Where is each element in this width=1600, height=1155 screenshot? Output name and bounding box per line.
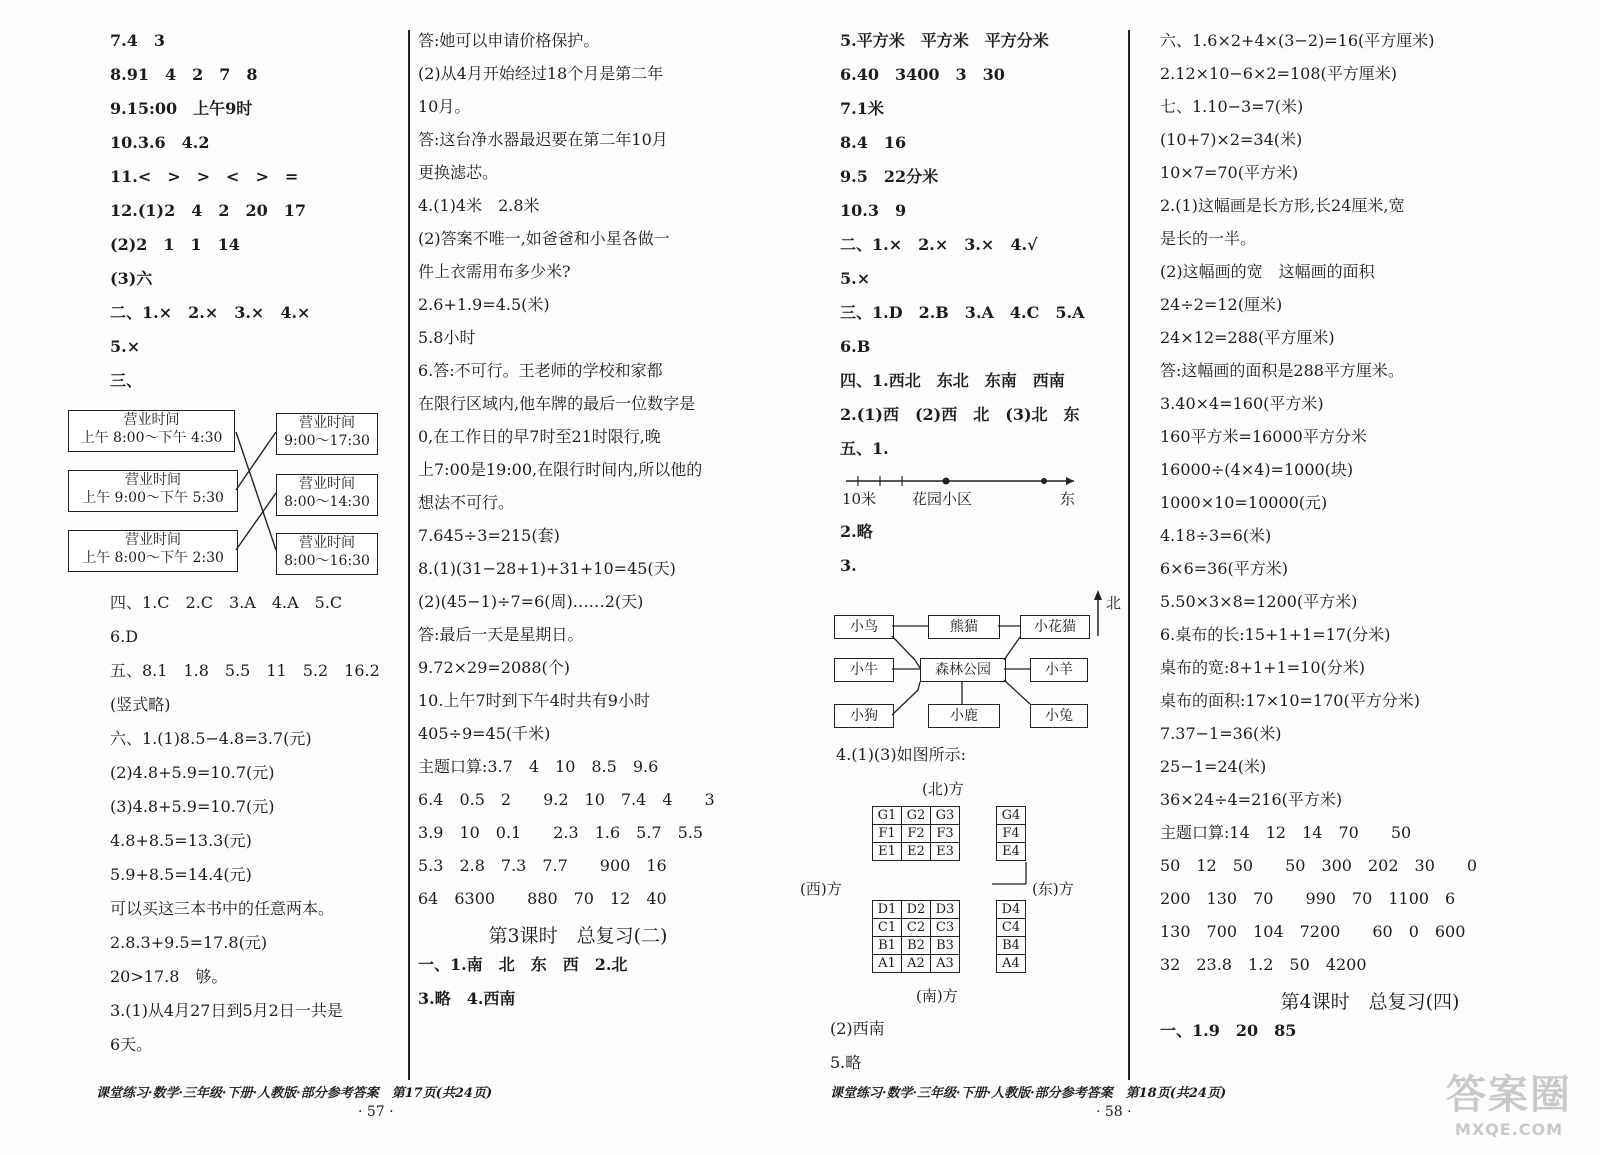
hours-time: 上午 9:00～下午 5:30 bbox=[82, 490, 224, 506]
grid-cell: C1 bbox=[873, 919, 902, 937]
answer-line: 答:这幅画的面积是288平方厘米。 bbox=[1160, 361, 1404, 380]
answer-line: 24÷2=12(厘米) bbox=[1160, 295, 1283, 314]
grid-cell: D1 bbox=[873, 901, 902, 919]
answer-line: (2)4.8+5.9=10.7(元) bbox=[110, 763, 275, 782]
answer-line: 上7:00是19:00,在限行时间内,所以他的 bbox=[418, 460, 703, 479]
grid-cell: E3 bbox=[931, 843, 960, 861]
map-node-calf: 小牛 bbox=[834, 658, 894, 682]
answer-line: 4.8+8.5=13.3(元) bbox=[110, 831, 252, 850]
answer-line: 3. bbox=[840, 556, 857, 575]
footer-left: 课堂练习·数学·三年级·下册·人教版·部分参考答案 第17页(共24页) bbox=[96, 1086, 493, 1101]
hours-title: 营业时间 bbox=[125, 532, 181, 548]
answer-line: 5.8小时 bbox=[418, 328, 476, 347]
column-2-after-answers bbox=[418, 948, 738, 1016]
hours-right-2 bbox=[276, 474, 378, 516]
answer-line: 8.(1)(31−28+1)+31+10=45(天) bbox=[418, 559, 676, 578]
grid-cell: E4 bbox=[997, 843, 1026, 861]
answer-line: 是长的一半。 bbox=[1160, 229, 1257, 248]
answer-line: (2)这幅画的宽 这幅画的面积 bbox=[1160, 262, 1375, 281]
column-1-bottom-answers bbox=[110, 586, 410, 1062]
answer-line: (2)(45−1)÷7=6(周)……2(天) bbox=[418, 592, 644, 611]
answer-line: 六、1.(1)8.5−4.8=3.7(元) bbox=[110, 729, 312, 748]
grid-cell: A3 bbox=[931, 955, 960, 973]
grid-bottom-side-block bbox=[996, 900, 1026, 973]
map-node-bird: 小鸟 bbox=[834, 615, 894, 639]
answer-line: 9.5 22分米 bbox=[840, 167, 939, 186]
answer-line: 9.72×29=2088(个) bbox=[418, 658, 571, 677]
hours-time: 上午 8:00～下午 4:30 bbox=[80, 430, 223, 446]
answer-line: 11.< > > < > = bbox=[110, 167, 299, 186]
grid-cell: G4 bbox=[997, 807, 1026, 825]
answer-line: 3.9 10 0.1 2.3 1.6 5.7 5.5 bbox=[418, 823, 704, 842]
hours-title: 营业时间 bbox=[125, 472, 181, 488]
answer-line: 二、1.× 2.× 3.× 4.√ bbox=[840, 235, 1038, 254]
hours-left-3 bbox=[68, 530, 238, 572]
answer-line: 答:这台净水器最迟要在第二年10月 bbox=[418, 130, 668, 149]
answer-line: 10.3.6 4.2 bbox=[110, 133, 210, 152]
answer-line: 5.50×3×8=1200(平方米) bbox=[1160, 592, 1358, 611]
grid-cell: A2 bbox=[902, 955, 931, 973]
answer-line: (2)西南 bbox=[830, 1019, 885, 1038]
answer-line: 四、1.西北 东北 东南 西南 bbox=[840, 371, 1065, 390]
answer-line: 50 12 50 50 300 202 30 0 bbox=[1160, 856, 1478, 875]
answer-line: 12.(1)2 4 2 20 17 bbox=[110, 201, 307, 220]
answer-line: 10.上午7时到下午4时共有9小时 bbox=[418, 691, 650, 710]
map-path bbox=[1004, 680, 1030, 704]
grid-cell: A4 bbox=[997, 955, 1026, 973]
answer-line: 在限行区域内,他车牌的最后一位数字是 bbox=[418, 394, 696, 413]
map-path bbox=[1004, 637, 1020, 660]
answer-line: 四、1.C 2.C 3.A 4.A 5.C bbox=[110, 593, 343, 612]
answer-line: 4.18÷3=6(米) bbox=[1160, 526, 1272, 545]
answer-line: 桌布的宽:8+1+1=10(分米) bbox=[1160, 658, 1365, 677]
answer-line: 件上衣需用布多少米? bbox=[418, 262, 571, 281]
answer-line: 20>17.8 够。 bbox=[110, 967, 228, 986]
answer-line: (2)答案不唯一,如爸爸和小星各做一 bbox=[418, 229, 670, 248]
map-node-kitten: 小花猫 bbox=[1020, 615, 1090, 639]
grid-cell: C4 bbox=[997, 919, 1026, 937]
answer-line: (2)从4月开始经过18个月是第二年 bbox=[418, 64, 664, 83]
answer-line: 10.3 9 bbox=[840, 201, 907, 220]
answer-line: 三、1.D 2.B 3.A 4.C 5.A bbox=[840, 303, 1085, 322]
answer-line: 8.4 16 bbox=[840, 133, 907, 152]
column-3-mid-answers bbox=[840, 515, 1120, 583]
grid-cell: D3 bbox=[931, 901, 960, 919]
answer-line: 4.(1)(3)如图所示: bbox=[836, 745, 966, 764]
grid-cell: B4 bbox=[997, 937, 1026, 955]
map-node-forest-park: 森林公园 bbox=[920, 658, 1006, 682]
match-line bbox=[236, 432, 276, 550]
answer-line: 5.9+8.5=14.4(元) bbox=[110, 865, 252, 884]
answer-line: 5.× bbox=[110, 337, 141, 356]
answer-line: 2.8.3+9.5=17.8(元) bbox=[110, 933, 268, 952]
scale-point-east bbox=[1041, 478, 1047, 484]
section-heading-lesson-4: 第4课时 总复习(四) bbox=[1280, 991, 1460, 1013]
answer-line: 六、1.6×2+4×(3−2)=16(平方厘米) bbox=[1160, 31, 1435, 50]
answer-line: 1000×10=10000(元) bbox=[1160, 493, 1328, 512]
column-4-after-answers bbox=[1160, 1014, 1580, 1048]
answer-line: 9.15:00 上午9时 bbox=[110, 99, 253, 118]
grid-south-label: (南)方 bbox=[916, 987, 958, 1005]
answer-line: 二、1.× 2.× 3.× 4.× bbox=[110, 303, 311, 322]
answer-line: 200 130 70 990 70 1100 6 bbox=[1160, 889, 1456, 908]
answer-line: 6天。 bbox=[110, 1035, 153, 1054]
map-node-fawn: 小鹿 bbox=[928, 704, 1000, 728]
map-path bbox=[892, 636, 920, 668]
answer-line: 三、 bbox=[110, 371, 143, 390]
hours-right-1 bbox=[276, 413, 378, 455]
grid-cell: B1 bbox=[873, 937, 902, 955]
grid-cell: B3 bbox=[931, 937, 960, 955]
answer-line: 405÷9=45(千米) bbox=[418, 724, 551, 743]
grid-cell: D4 bbox=[997, 901, 1026, 919]
column-4 bbox=[1160, 24, 1580, 1048]
map-path bbox=[892, 682, 920, 715]
answer-line: 更换滤芯。 bbox=[418, 163, 499, 182]
column-3-mid bbox=[840, 515, 1120, 583]
match-line bbox=[236, 493, 276, 550]
scale-point-garden bbox=[943, 478, 950, 485]
grid-top-side-block bbox=[996, 806, 1026, 861]
answer-line: 主题口算:3.7 4 10 8.5 9.6 bbox=[418, 757, 659, 776]
answer-line: (竖式略) bbox=[110, 695, 171, 714]
map-node-lamb: 小羊 bbox=[1030, 658, 1088, 682]
grid-cell: G1 bbox=[873, 807, 902, 825]
grid-cell: G3 bbox=[931, 807, 960, 825]
grid-cell: F2 bbox=[902, 825, 931, 843]
grid-bottom-block bbox=[872, 900, 960, 973]
answer-line: 10×7=70(平方米) bbox=[1160, 163, 1299, 182]
answer-line: 6.桌布的长:15+1+1=17(分米) bbox=[1160, 625, 1391, 644]
map-node-rabbit: 小兔 bbox=[1030, 704, 1088, 728]
answer-line: 7.645÷3=215(套) bbox=[418, 526, 560, 545]
answer-line: 七、1.10−3=7(米) bbox=[1160, 97, 1304, 116]
answer-line: 5.平方米 平方米 平方分米 bbox=[840, 31, 1049, 50]
answer-line: 主题口算:14 12 14 70 50 bbox=[1160, 823, 1412, 842]
column-3-q4 bbox=[836, 738, 966, 772]
grid-cell: F3 bbox=[931, 825, 960, 843]
grid-cell: D2 bbox=[902, 901, 931, 919]
answer-line: 24×12=288(平方厘米) bbox=[1160, 328, 1335, 347]
scale-label-10m: 10米 bbox=[842, 490, 877, 508]
answer-line: 5.3 2.8 7.3 7.7 900 16 bbox=[418, 856, 667, 875]
grid-cell: B2 bbox=[902, 937, 931, 955]
grid-west-label: (西)方 bbox=[800, 880, 842, 898]
answer-line: 10月。 bbox=[418, 97, 471, 116]
answer-line: 3.略 4.西南 bbox=[418, 989, 516, 1008]
column-3-end bbox=[830, 1012, 885, 1080]
grid-east-label: (东)方 bbox=[1032, 880, 1074, 898]
answer-line: (2)2 1 1 14 bbox=[110, 235, 240, 254]
column-3-answers bbox=[840, 24, 1120, 466]
column-4-answers bbox=[1160, 24, 1580, 981]
answer-line: 一、1.9 20 85 bbox=[1160, 1021, 1297, 1040]
answer-line: 答:最后一天是星期日。 bbox=[418, 625, 584, 644]
hours-title: 营业时间 bbox=[299, 415, 355, 431]
hours-left-2 bbox=[68, 470, 238, 512]
grid-cell: G2 bbox=[902, 807, 931, 825]
answer-line: 2.6+1.9=4.5(米) bbox=[418, 295, 550, 314]
answer-line: 7.4 3 bbox=[110, 31, 165, 50]
answer-line: 可以买这三本书中的任意两本。 bbox=[110, 899, 335, 918]
answer-line: 一、1.南 北 东 西 2.北 bbox=[418, 955, 628, 974]
grid-cell: C3 bbox=[931, 919, 960, 937]
column-3 bbox=[840, 24, 1120, 466]
answer-line: 桌布的面积:17×10=170(平方分米) bbox=[1160, 691, 1420, 710]
hours-title: 营业时间 bbox=[299, 476, 355, 492]
hours-time: 上午 8:00～下午 2:30 bbox=[82, 550, 224, 566]
page-number-right: · 58 · bbox=[1096, 1104, 1132, 1120]
answer-line: 6.D bbox=[110, 627, 139, 646]
answer-line: 7.1米 bbox=[840, 99, 884, 118]
column-3-end-answers bbox=[830, 1012, 885, 1080]
answer-line: 6.40 3400 3 30 bbox=[840, 65, 1005, 84]
column-1-bottom bbox=[110, 586, 410, 1062]
map-north-arrowhead bbox=[1094, 590, 1102, 600]
grid-cell: E1 bbox=[873, 843, 902, 861]
scale-label-east: 东 bbox=[1060, 490, 1076, 508]
watermark-logo-text: 答案圈 bbox=[1446, 1072, 1572, 1118]
scale-arrow bbox=[1066, 477, 1074, 485]
hours-right-3 bbox=[276, 533, 378, 575]
answer-line: 6×6=36(平方米) bbox=[1160, 559, 1289, 578]
grid-top-block bbox=[872, 806, 960, 861]
answer-line: 2.12×10−6×2=108(平方厘米) bbox=[1160, 64, 1397, 83]
answer-line: 25−1=24(米) bbox=[1160, 757, 1267, 776]
grid-cell: A1 bbox=[873, 955, 902, 973]
answer-line: 3.(1)从4月27日到5月2日一共是 bbox=[110, 1001, 343, 1020]
hours-time: 9:00～17:30 bbox=[284, 433, 370, 449]
grid-cell: E2 bbox=[902, 843, 931, 861]
grid-cell: C2 bbox=[902, 919, 931, 937]
answer-line: 6.答:不可行。王老师的学校和家都 bbox=[418, 361, 663, 380]
section-heading-lesson-3: 第3课时 总复习(二) bbox=[488, 925, 668, 947]
answer-line: 2.(1)西 (2)西 北 (3)北 东 bbox=[840, 405, 1080, 424]
match-line bbox=[236, 432, 276, 490]
answer-line: 5.× bbox=[840, 269, 871, 288]
answer-line: 0,在工作日的早7时至21时限行,晚 bbox=[418, 427, 661, 446]
grid-north-label: (北)方 bbox=[922, 780, 964, 798]
answer-line: 4.(1)4米 2.8米 bbox=[418, 196, 540, 215]
answer-line: 2.略 bbox=[840, 522, 873, 541]
answer-line: 16000÷(4×4)=1000(块) bbox=[1160, 460, 1354, 479]
column-1 bbox=[110, 24, 400, 398]
column-divider-right bbox=[1128, 30, 1130, 1080]
answer-line: 130 700 104 7200 60 0 600 bbox=[1160, 922, 1466, 941]
answer-line: 32 23.8 1.2 50 4200 bbox=[1160, 955, 1367, 974]
hours-time: 8:00～14:30 bbox=[284, 494, 370, 510]
map-north-label: 北 bbox=[1106, 594, 1122, 612]
answer-line: 五、1. bbox=[840, 439, 889, 458]
answer-line: 8.91 4 2 7 8 bbox=[110, 65, 258, 84]
grid-cell: F1 bbox=[873, 825, 902, 843]
answer-line: 2.(1)这幅画是长方形,长24厘米,宽 bbox=[1160, 196, 1405, 215]
footer-right: 课堂练习·数学·三年级·下册·人教版·部分参考答案 第18页(共24页) bbox=[830, 1086, 1227, 1101]
answer-line: 想法不可行。 bbox=[418, 493, 515, 512]
answer-line: 64 6300 880 70 12 40 bbox=[418, 889, 667, 908]
answer-line: 五、8.1 1.8 5.5 11 5.2 16.2 bbox=[110, 661, 380, 680]
hours-left-1 bbox=[68, 410, 235, 452]
answer-line: (3)4.8+5.9=10.7(元) bbox=[110, 797, 275, 816]
map-node-panda: 熊猫 bbox=[928, 615, 1000, 639]
grid-cell: F4 bbox=[997, 825, 1026, 843]
map-node-puppy: 小狗 bbox=[834, 704, 894, 728]
answer-line: 答:她可以申请价格保护。 bbox=[418, 31, 600, 50]
answer-line: 7.37−1=36(米) bbox=[1160, 724, 1282, 743]
answer-line: 6.4 0.5 2 9.2 10 7.4 4 3 bbox=[418, 790, 715, 809]
watermark-url: MXQE.COM bbox=[1454, 1120, 1564, 1139]
scale-label-garden: 花园小区 bbox=[912, 490, 973, 508]
hours-time: 8:00～16:30 bbox=[284, 553, 370, 569]
watermark bbox=[1446, 1063, 1572, 1139]
page-number-left: · 57 · bbox=[358, 1104, 394, 1120]
answer-line: (10+7)×2=34(米) bbox=[1160, 130, 1303, 149]
answer-line: (3)六 bbox=[110, 269, 153, 288]
answer-line: 160平方米=16000平方分米 bbox=[1160, 427, 1367, 446]
answer-line: 36×24÷4=216(平方米) bbox=[1160, 790, 1343, 809]
hours-title: 营业时间 bbox=[299, 535, 355, 551]
hours-title: 营业时间 bbox=[123, 412, 180, 428]
column-2 bbox=[418, 24, 738, 1016]
column-2-answers bbox=[418, 24, 738, 915]
answer-line: 6.B bbox=[840, 337, 871, 356]
answer-line: 3.40×4=160(平方米) bbox=[1160, 394, 1324, 413]
answer-line: 5.略 bbox=[830, 1053, 862, 1072]
column-1-top-answers bbox=[110, 24, 400, 398]
